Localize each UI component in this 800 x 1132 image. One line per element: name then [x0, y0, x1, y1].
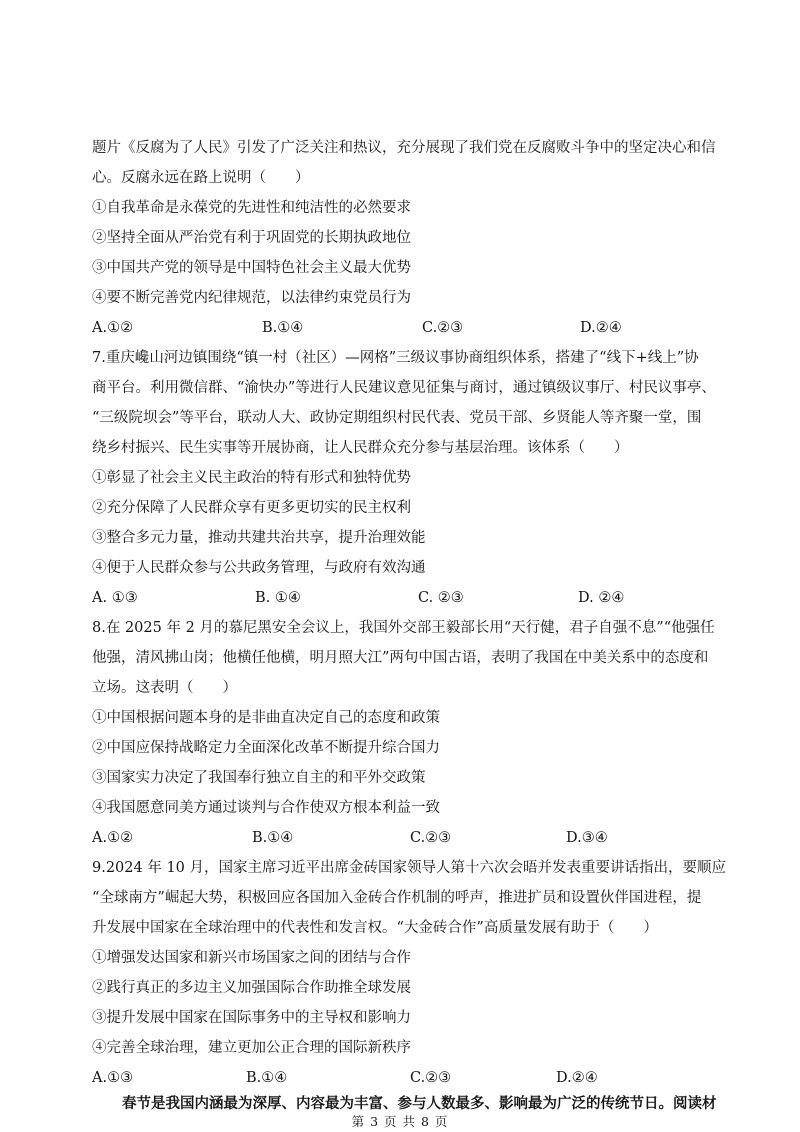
q8-item-4: ④我国愿意同美方通过谈判与合作使双方根本利益一致: [92, 800, 440, 816]
q8-option-b: B.①④: [252, 830, 294, 846]
q6-stem-line-2: 心。反腐永远在路上说明（ ）: [92, 170, 310, 186]
q8-option-c: C.②③: [410, 830, 452, 846]
q8-option-a: A.①②: [92, 830, 134, 846]
q7-stem-line-4: 绕乡村振兴、民生实事等开展协商，让人民群众充分参与基层治理。该体系（ ）: [92, 440, 629, 456]
q7-stem-line-2: 商平台。利用微信群、“渝快办”等进行人民建议意见征集与商讨，通过镇级议事厅、村民议事亭、: [92, 380, 716, 396]
q9-item-3: ③提升发展中国家在国际事务中的主导权和影响力: [92, 1010, 411, 1026]
q6-item-3: ③中国共产党的领导是中国特色社会主义最大优势: [92, 260, 411, 276]
q9-stem-line-1: 9.2024 年 10 月，国家主席习近平出席金砖国家领导人第十六次会晤并发表重要讲话指出，要顺应: [92, 860, 727, 876]
q6-option-b: B.①④: [262, 320, 304, 336]
q7-item-2: ②充分保障了人民群众享有更多更切实的民主权利: [92, 500, 411, 516]
q8-option-d: D.③④: [566, 830, 608, 846]
q7-stem-line-3: “三级院坝会”等平台，联动人大、政协定期组织村民代表、党员干部、乡贤能人等齐聚一堂，围: [92, 410, 702, 426]
q7-option-c: C. ②③: [418, 590, 464, 606]
q6-stem-line-1: 题片《反腐为了人民》引发了广泛关注和热议，充分展现了我们党在反腐败斗争中的坚定决心和信: [92, 140, 716, 156]
q9-item-2: ②践行真正的多边主义加强国际合作助推全球发展: [92, 980, 411, 996]
q6-item-4: ④要不断完善党内纪律规范，以法律约束党员行为: [92, 290, 411, 306]
q9-option-c: C.②③: [410, 1070, 452, 1086]
q7-item-3: ③整合多元力量，推动共建共治共享，提升治理效能: [92, 530, 426, 546]
q6-item-1: ①自我革命是永葆党的先进性和纯洁性的必然要求: [92, 200, 411, 216]
q9-option-b: B.①④: [246, 1070, 288, 1086]
q9-stem-line-2: “全球南方”崛起大势，积极回应各国加入金砖合作机制的呼声，推进扩员和设置伙伴国进程，提: [92, 890, 702, 906]
q7-item-4: ④便于人民群众参与公共政务管理，与政府有效沟通: [92, 560, 426, 576]
q9-option-a: A.①③: [92, 1070, 134, 1086]
q7-stem-line-1: 7.重庆巉山河边镇围绕“镇一村（社区）—网格”三级议事协商组织体系，搭建了“线下+线上”协: [92, 350, 699, 366]
q7-option-a: A. ①③: [92, 590, 138, 606]
section-intro: 春节是我国内涵最为深厚、内容最为丰富、参与人数最多、影响最为广泛的传统节日。阅读材: [122, 1095, 717, 1112]
q8-item-3: ③国家实力决定了我国奉行独立自主的和平外交政策: [92, 770, 426, 786]
q7-option-b: B. ①④: [255, 590, 301, 606]
q8-stem-line-2: 他强，清风拂山岗；他横任他横，明月照大江”两句中国古语，表明了我国在中美关系中的态度和: [92, 650, 709, 666]
q8-item-1: ①中国根据问题本身的是非曲直决定自己的态度和政策: [92, 710, 440, 726]
q6-item-2: ②坚持全面从严治党有利于巩固党的长期执政地位: [92, 230, 411, 246]
q9-stem-line-3: 升发展中国家在全球治理中的代表性和发言权。“大金砖合作”高质量发展有助于（ ）: [92, 920, 658, 936]
q9-option-d: D.②④: [556, 1070, 598, 1086]
q6-option-c: C.②③: [422, 320, 464, 336]
q7-item-1: ①彰显了社会主义民主政治的特有形式和独特优势: [92, 470, 411, 486]
q8-stem-line-3: 立场。这表明（ ）: [92, 680, 237, 696]
q9-item-1: ①增强发达国家和新兴市场国家之间的团结与合作: [92, 950, 411, 966]
q9-item-4: ④完善全球治理，建立更加公正合理的国际新秩序: [92, 1040, 411, 1056]
q8-item-2: ②中国应保持战略定力全面深化改革不断提升综合国力: [92, 740, 440, 756]
q8-stem-line-1: 8.在 2025 年 2 月的慕尼黑安全会议上，我国外交部王毅部长用“天行健，君子自强不息”“他强任: [92, 620, 715, 636]
q6-option-a: A.①②: [92, 320, 134, 336]
q6-option-d: D.②④: [580, 320, 622, 336]
q7-option-d: D. ②④: [578, 590, 625, 606]
page-number: 第 3 页 共 8 页: [351, 1114, 449, 1129]
